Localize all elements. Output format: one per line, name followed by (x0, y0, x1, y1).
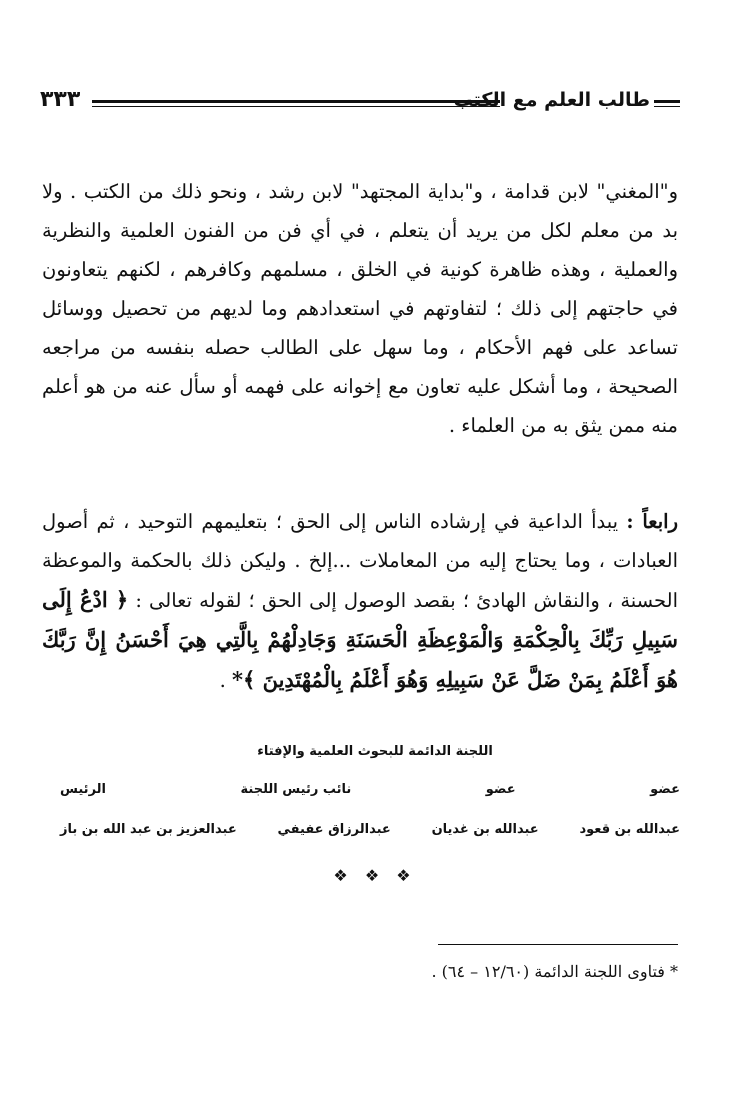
role-chairman: الرئيس (60, 782, 106, 797)
role-member-2: عضو (485, 782, 516, 797)
role-vice-chairman: نائب رئيس اللجنة (240, 782, 352, 797)
paragraph-1: و"المغني" لابن قدامة ، و"بداية المجتهد" لابن رشد ، ونحو ذلك من الكتب . ولا بد من معلم لكل من يريد أن يتعلم ، في أي فن من الفنون العلمية والنظرية والعملية ، وهذه ظاهرة كونية في الخلق ، مسلمهم وكافرهم ، لكنهم يتعاونون في حاجتهم إلى ذلك ؛ لتفاوتهم في استعدادهم وما لديهم من تحصيل ووسائل تساعد على فهم الأحكام ، وما سهل على الطالب حصله بنفسه من مراجعه الصحيحة ، وما أشكل عليه تعاون مع إخوانه على فهمه أو سأل عنه من هو أعلم منه ممن يثق به من العلماء . (42, 180, 678, 437)
paragraph-2-end: . (219, 669, 232, 692)
name-vice-chairman: عبدالرزاق عفيفي (277, 822, 391, 837)
name-chairman: عبدالعزيز بن عبد الله بن باز (60, 822, 237, 837)
role-member-1: عضو (650, 782, 680, 797)
name-member-2: عبدالله بن غديان (431, 822, 539, 837)
paragraph-2 (42, 502, 678, 700)
paragraph-2-lead: رابعاً : (626, 510, 678, 533)
name-member-1: عبدالله بن قعود (579, 822, 680, 837)
header-rule-left (92, 100, 500, 107)
footnote: * فتاوى اللجنة الدائمة (١٢/٦٠ – ٦٤) . (431, 962, 678, 981)
header-rule-right (654, 100, 680, 107)
footnote-separator (438, 944, 678, 945)
quran-verse: ﴿ ادْعُ إِلَى سَبِيلِ رَبِّكَ بِالْحِكْمَةِ وَالْمَوْعِظَةِ الْحَسَنَةِ وَجَادِلْهُمْ بِالَّتِي هِيَ أَحْسَنُ إِنَّ رَبَّكَ هُوَ أَعْلَمُ بِمَنْ ضَلَّ عَنْ سَبِيلِهِ وَهُوَ أَعْلَمُ بِالْمُهْتَدِينَ ﴾* (42, 587, 678, 692)
committee-title: اللجنة الدائمة للبحوث العلمية والإفتاء (257, 744, 493, 759)
running-title: طالب العلم مع الكتب (453, 89, 650, 111)
signature-roles (60, 782, 680, 797)
signature-names (60, 822, 680, 837)
section-ornament: ❖ ❖ ❖ (333, 866, 417, 885)
paragraph-2-text: يبدأ الداعية في إرشاده الناس إلى الحق ؛ بتعليمهم التوحيد ، ثم أصول العبادات ، وما يحتاج إليه من المعاملات ...إلخ . وليكن ذلك بالحكمة والموعظة الحسنة ، والنقاش الهادئ ؛ بقصد الوصول إلى الحق ؛ لقوله تعالى : (42, 510, 678, 612)
page-number: ٣٣٣ (40, 87, 81, 112)
page-header (40, 88, 680, 118)
